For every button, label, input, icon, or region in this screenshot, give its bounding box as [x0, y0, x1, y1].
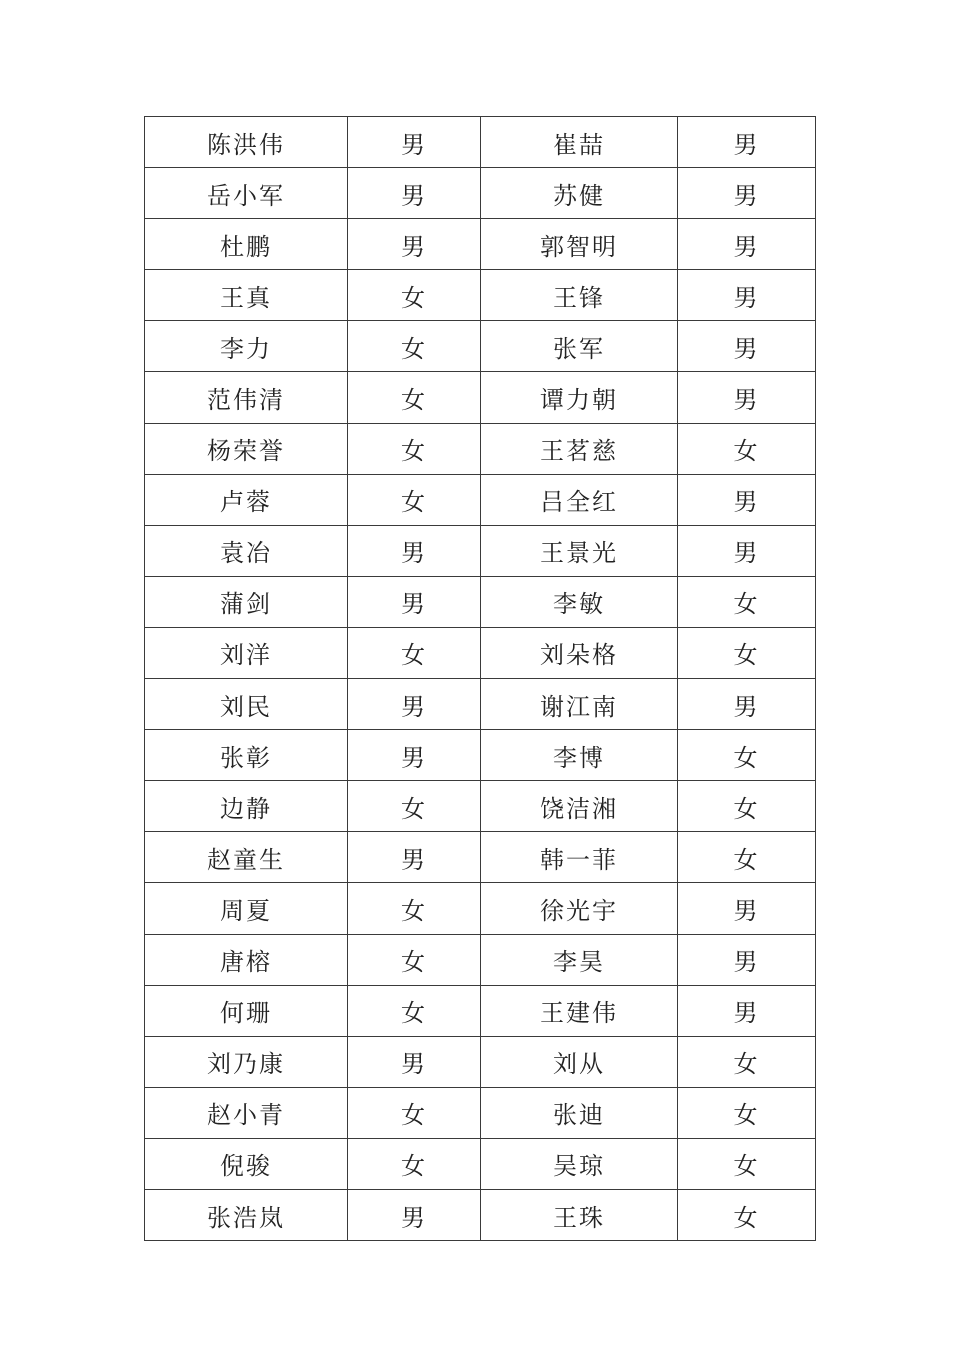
name-cell: 王建伟: [481, 985, 678, 1036]
table-row: [145, 576, 816, 627]
gender-cell: 男: [678, 679, 816, 730]
name-cell: 王茗慈: [481, 423, 678, 474]
name-cell: 杨荣誉: [145, 423, 348, 474]
gender-cell: 男: [678, 270, 816, 321]
gender-cell: 女: [678, 423, 816, 474]
name-cell: 徐光宇: [481, 883, 678, 934]
name-cell: 刘民: [145, 679, 348, 730]
name-cell: 饶洁湘: [481, 781, 678, 832]
name-cell: 王珠: [481, 1189, 678, 1240]
gender-cell: 女: [678, 730, 816, 781]
gender-cell: 女: [348, 627, 481, 678]
gender-cell: 男: [678, 883, 816, 934]
gender-cell: 女: [678, 781, 816, 832]
gender-cell: 男: [348, 525, 481, 576]
name-cell: 范伟清: [145, 372, 348, 423]
gender-cell: 男: [348, 576, 481, 627]
name-cell: 李博: [481, 730, 678, 781]
gender-cell: 男: [348, 1036, 481, 1087]
gender-cell: 女: [348, 474, 481, 525]
gender-cell: 女: [678, 576, 816, 627]
name-cell: 谭力朝: [481, 372, 678, 423]
gender-cell: 女: [348, 270, 481, 321]
name-cell: 杜鹏: [145, 219, 348, 270]
gender-cell: 男: [678, 372, 816, 423]
gender-cell: 男: [678, 934, 816, 985]
gender-cell: 男: [678, 474, 816, 525]
gender-cell: 男: [678, 168, 816, 219]
gender-cell: 男: [348, 1189, 481, 1240]
gender-cell: 女: [678, 1138, 816, 1189]
name-cell: 苏健: [481, 168, 678, 219]
table-row: [145, 423, 816, 474]
name-cell: 何珊: [145, 985, 348, 1036]
table-row: [145, 525, 816, 576]
gender-cell: 男: [348, 679, 481, 730]
name-cell: 刘从: [481, 1036, 678, 1087]
table-row: [145, 985, 816, 1036]
name-cell: 王锋: [481, 270, 678, 321]
gender-cell: 女: [348, 1138, 481, 1189]
table-row: [145, 117, 816, 168]
gender-cell: 女: [678, 627, 816, 678]
name-cell: 张浩岚: [145, 1189, 348, 1240]
name-cell: 刘洋: [145, 627, 348, 678]
name-cell: 张军: [481, 321, 678, 372]
gender-cell: 女: [348, 781, 481, 832]
name-cell: 刘朵格: [481, 627, 678, 678]
gender-cell: 女: [348, 372, 481, 423]
name-cell: 刘乃康: [145, 1036, 348, 1087]
name-cell: 王景光: [481, 525, 678, 576]
gender-cell: 女: [348, 883, 481, 934]
name-cell: 王真: [145, 270, 348, 321]
gender-cell: 女: [348, 934, 481, 985]
gender-cell: 女: [678, 1189, 816, 1240]
table-row: [145, 883, 816, 934]
name-cell: 赵童生: [145, 832, 348, 883]
table-row: [145, 832, 816, 883]
name-cell: 边静: [145, 781, 348, 832]
name-cell: 唐榕: [145, 934, 348, 985]
roster-table-body: [145, 117, 816, 1241]
gender-cell: 男: [678, 525, 816, 576]
name-cell: 李敏: [481, 576, 678, 627]
name-cell: 蒲剑: [145, 576, 348, 627]
table-row: [145, 168, 816, 219]
table-row: [145, 781, 816, 832]
table-row: [145, 270, 816, 321]
table-row: [145, 934, 816, 985]
name-cell: 吴琼: [481, 1138, 678, 1189]
name-cell: 岳小军: [145, 168, 348, 219]
roster-table: [144, 116, 816, 1241]
gender-cell: 男: [348, 219, 481, 270]
table-row: [145, 1036, 816, 1087]
table-row: [145, 679, 816, 730]
gender-cell: 女: [348, 423, 481, 474]
name-cell: 郭智明: [481, 219, 678, 270]
name-cell: 李力: [145, 321, 348, 372]
name-cell: 韩一菲: [481, 832, 678, 883]
name-cell: 袁冶: [145, 525, 348, 576]
gender-cell: 男: [678, 117, 816, 168]
table-row: [145, 1189, 816, 1240]
gender-cell: 女: [678, 832, 816, 883]
table-row: [145, 219, 816, 270]
name-cell: 李昊: [481, 934, 678, 985]
name-cell: 崔喆: [481, 117, 678, 168]
name-cell: 张彰: [145, 730, 348, 781]
gender-cell: 男: [678, 219, 816, 270]
gender-cell: 女: [678, 1036, 816, 1087]
table-row: [145, 474, 816, 525]
table-row: [145, 1087, 816, 1138]
name-cell: 卢蓉: [145, 474, 348, 525]
table-row: [145, 627, 816, 678]
name-cell: 周夏: [145, 883, 348, 934]
name-cell: 张迪: [481, 1087, 678, 1138]
table-row: [145, 1138, 816, 1189]
name-cell: 倪骏: [145, 1138, 348, 1189]
name-cell: 陈洪伟: [145, 117, 348, 168]
gender-cell: 男: [348, 168, 481, 219]
gender-cell: 女: [348, 985, 481, 1036]
gender-cell: 女: [678, 1087, 816, 1138]
gender-cell: 男: [678, 985, 816, 1036]
gender-cell: 女: [348, 1087, 481, 1138]
name-cell: 吕全红: [481, 474, 678, 525]
table-row: [145, 321, 816, 372]
table-row: [145, 730, 816, 781]
gender-cell: 男: [348, 832, 481, 883]
gender-cell: 男: [678, 321, 816, 372]
name-cell: 谢江南: [481, 679, 678, 730]
name-cell: 赵小青: [145, 1087, 348, 1138]
gender-cell: 女: [348, 321, 481, 372]
gender-cell: 男: [348, 117, 481, 168]
gender-cell: 男: [348, 730, 481, 781]
table-row: [145, 372, 816, 423]
